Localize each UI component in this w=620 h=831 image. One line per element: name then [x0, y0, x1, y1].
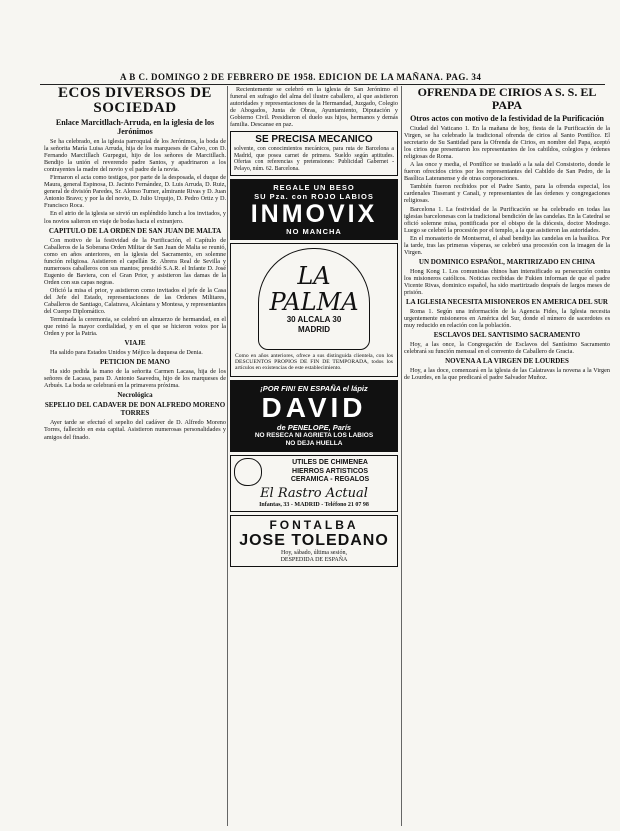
candles-paragraph-4: Barcelona 1. La festividad de la Purificación se ha celebrado en todas las iglesias barcelonesas con la tradicional bendición de las candelas. En la Catedral se ofició solemne misa, pontificada por el obispo de la diócesis, doctor Modrego. Luego se celebró la procesión por el templo, a la que asistieron las autoridades.: [404, 205, 610, 234]
mechanic-ad: [230, 131, 398, 175]
missionaries-headline: LA IGLESIA NECESITA MISIONEROS EN AMERICA DEL SUR: [406, 298, 608, 307]
chimney-ad-line-3: CERAMICA - REGALOS: [290, 476, 370, 484]
column-ads: [230, 86, 398, 826]
engagement-paragraph: Ha sido pedida la mano de la señorita Carmen Lacasa, hija de los señores de Lacasa, para D. Antonio Saavedra, hijo de los marqueses de Arbués. La boda se celebrará en la primavera próxima.: [44, 368, 226, 390]
fontalba-name: FONTALBA: [269, 517, 359, 532]
lourdes-paragraph: Hoy, a las doce, comenzará en la iglesia de las Calatravas la novena a la Virgen de Lourdes, en la que predicará el padre Salvador Muñoz.: [404, 367, 610, 382]
malta-paragraph-2: Ofició la misa el prior, y asistieron como invitados el jefe de la Casa del Jefe del Estado, representaciones de las Ordenes Militares, Caballeros de Santiago, Calatrava, Alcántara y Montesa, y representantes del Cuerpo Diplomático.: [44, 286, 226, 316]
wedding-paragraph-1: Se ha celebrado, en la iglesia parroquial de los Jerónimos, la boda de la señorita María Luisa Arruda, hija de los marqueses de Calvo, con D. Fernando Marcitllach Gurpegui, hijo de los señores de Marcitllach. Bendijo la unión el reverendo padre Santos, y apadrinaron a los contrayentes la madre del novio y el padre de la novia.: [44, 138, 226, 174]
burial-paragraph: Ayer tarde se efectuó el sepelio del cadáver de D. Alfredo Moreno Torres, fallecido en esta capital. Asistieron numerosas personalidades y amigos del finado.: [44, 419, 226, 441]
candles-paragraph-5: En el monasterio de Montserrat, el abad bendijo las candelas en la basílica. Por la tarde, tras las primeras vísperas, se celebró una procesión con la imagen de la Virgen.: [404, 234, 610, 256]
sacrament-paragraph: Hoy, a las once, la Congregación de Esclavos del Santísimo Sacramento celebrará su función mensual en el convento de Caballero de Gracia.: [404, 341, 610, 356]
shop-logo-icon: [234, 458, 262, 486]
chimney-tools-ad: [230, 455, 398, 512]
wedding-paragraph-3: En el atrio de la iglesia se sirvió un espléndido lunch a los invitados, y los novios salieron en viaje de bodas hacia el extranjero.: [44, 210, 226, 225]
david-ad-claim-2: NO DEJA HUELLA: [285, 439, 343, 447]
david-ad-maker: de PENELOPE, París: [276, 422, 352, 432]
wedding-headline: Enlace Marcitllach-Arruda, en la iglesia de los Jerónimos: [55, 118, 215, 136]
chimney-ad-line-2: HIERROS ARTISTICOS: [292, 467, 368, 475]
mechanic-ad-body: solvente, con conocimientos mecánicos, para ruta de Barcelona a Madrid, que posea carnet de primera. Sueldo según aptitudes. Ofertas con referencias y pretensiones: Publicidad Gabernet - Pelayo, núm. 62. Barcelona.: [234, 146, 394, 173]
missionaries-paragraph: Roma 1. Según una información de la Agencia Fides, la Iglesia necesita urgentemente misioneros en América del Sur, donde el número de sacerdotes es muy reducido en relación con la población.: [404, 308, 610, 330]
fontalba-session: Hoy, sábado, última sesión,: [281, 549, 347, 556]
engagement-headline: PETICION DE MANO: [99, 358, 170, 367]
travel-headline: VIAJE: [124, 339, 146, 348]
david-lipstick-ad: [230, 380, 398, 452]
chimney-ad-shop-name: El Rastro Actual: [260, 485, 368, 501]
dominican-paragraph: Hong Kong 1. Los comunistas chinos han intensificado su persecución contra los misioneros católicos. Noticias recibidas de Fukien informan de que el padre Vicente Rivas, dominico español, ha sido martirizado después de largos meses de prisión.: [404, 267, 610, 296]
malta-paragraph-1: Con motivo de la festividad de la Purificación, el Capítulo de Caballeros de la Soberana Orden Militar de San Juan de Malta se reunió, como en años anteriores, en la iglesia del Sacramento, en solemne función religiosa. Asistieron el capellán Sr. Abrera Real de Sevilla y numerosos caballeros con sus mantos; presidió S.A.R. el Infante D. José Eugenio de Baviera, con el Gran Prior, y asistieron las damas de la Orden con sus capas negras.: [44, 236, 226, 286]
fontalba-farewell: DESPEDIDA DE ESPAÑA: [280, 556, 348, 563]
fontalba-theatre-ad: [230, 515, 398, 567]
column-divider-2: [401, 86, 402, 826]
inmovix-ad-tagline-2: SU Pza. con ROJO LABIOS: [254, 191, 374, 201]
la-palma-text: Como en años anteriores, ofrece a sus distinguida clientela, con los DESCUENTOS PROPIOS DE FIN DE TEMPORADA, todos los artículos en existencias de este establecimiento.: [235, 352, 393, 372]
burial-headline: SEPELIO DEL CADAVER DE DON ALFREDO MORENO TORRES: [44, 401, 226, 418]
chimney-ad-address: Infantas, 33 - MADRID - Teléfono 21 07 98: [259, 501, 369, 508]
malta-paragraph-3: Terminada la ceremonia, se celebró un almuerzo de hermandad, en el que reinó la mayor cordialidad, y en el que se hicieron votos por la Orden y por la Patria.: [44, 316, 226, 338]
obituary-headline: Necrológica: [117, 391, 153, 400]
la-palma-city: MADRID: [298, 324, 330, 334]
la-palma-ad: [230, 243, 398, 377]
dominican-headline: UN DOMINICO ESPAÑOL, MARTIRIZADO EN CHINA: [418, 257, 596, 266]
david-ad-brand: DAVID: [261, 391, 367, 423]
inmovix-ad: [230, 179, 398, 240]
candles-paragraph-2: A las once y media, el Pontífice se trasladó a la sala del Consistorio, donde le fueron ofrecidos cirios por los representantes del Cabildo de San Pedro, de la Basílica Lateranense y de otras corporaciones.: [404, 161, 610, 183]
fontalba-performer: JOSE TOLEDANO: [239, 531, 389, 549]
candles-title: OFRENDA DE CIRIOS A S. S. EL PAPA: [417, 86, 597, 112]
inmovix-ad-claim: NO MANCHA: [286, 226, 342, 236]
la-palma-name: LA PALMA: [269, 261, 359, 316]
header-rule: [40, 84, 605, 85]
sacrament-headline: ESCLAVOS DEL SANTISIMO SACRAMENTO: [433, 331, 581, 340]
candles-paragraph-3: También fueron recibidos por el Padre Santo, para la ofrenda especial, los cardenales Tisserant y Canali, y representantes de las órdenes y congregaciones religiosas.: [404, 183, 610, 205]
david-ad-intro: ¡POR FIN! EN ESPAÑA el lápiz: [260, 383, 368, 393]
la-palma-address: 30 ALCALA 30: [286, 314, 342, 324]
column-religious: [404, 86, 610, 826]
page-header: A B C. DOMINGO 2 DE FEBRERO DE 1958. EDICION DE LA MAÑANA. PAG. 34: [120, 72, 482, 82]
chimney-ad-line-1: UTILES DE CHIMENEA: [292, 459, 368, 467]
lourdes-headline: NOVENA A LA VIRGEN DE LOURDES: [445, 357, 569, 366]
column-divider-1: [227, 86, 228, 826]
wedding-paragraph-2: Firmaron el acta como testigos, por parte de la desposada, el duque de Maura, general Espinosa, D. Jacinto Fernández, D. Luis Arruda, D. Ruiz, general de división Paredes, Sr. Alonso Turner, almirante Rivas y D. Juan Antonio Bravo; y por la del novio, D. Julio Urquijo, D. Pedro Ortiz y D. Francisco Roca.: [44, 174, 226, 210]
inmovix-ad-brand: INMOVIX: [250, 199, 378, 228]
mechanic-ad-title: SE PRECISA MECANICO: [255, 134, 373, 146]
travel-paragraph: Ha salido para Estados Unidos y Méjico la duquesa de Denia.: [50, 349, 203, 357]
column-society: [44, 86, 226, 826]
david-ad-claim-1: NO RESECA NI AGRIETA LOS LABIOS: [254, 431, 374, 439]
candles-paragraph-1: Ciudad del Vaticano 1. En la mañana de hoy, fiesta de la Purificación de la Virgen, se ha celebrado la tradicional ofrenda de cirios al Santo Pontífice. El secretario de Su Santidad para la Ofrenda de Cirios, en nombre del Papa, aceptó los cirios que presentaron los representantes de los cabildos, colegios y órdenes religiosas de Roma.: [404, 125, 610, 161]
candles-subtitle: Otros actos con motivo de la festividad de la Purificación: [410, 114, 604, 123]
inmovix-ad-tagline: REGALE UN BESO: [273, 182, 355, 192]
malta-headline: CAPITULO DE LA ORDEN DE SAN JUAN DE MALTA: [48, 226, 222, 235]
funeral-paragraph: Recientemente se celebró en la iglesia de San Jerónimo el funeral en sufragio del alma del ilustre caballero, al que asistieron autoridades y representaciones de la Hermandad, Juzgado, Colegio de Abogados, Junta de Obras, Ayuntamiento, Diputación y Gobierno Civil. Presidieron el duelo sus hijos, hermanos y demás familia. Descanse en paz.: [230, 86, 398, 129]
society-title: ECOS DIVERSOS DE SOCIEDAD: [58, 86, 212, 116]
la-palma-frame: [258, 248, 370, 350]
